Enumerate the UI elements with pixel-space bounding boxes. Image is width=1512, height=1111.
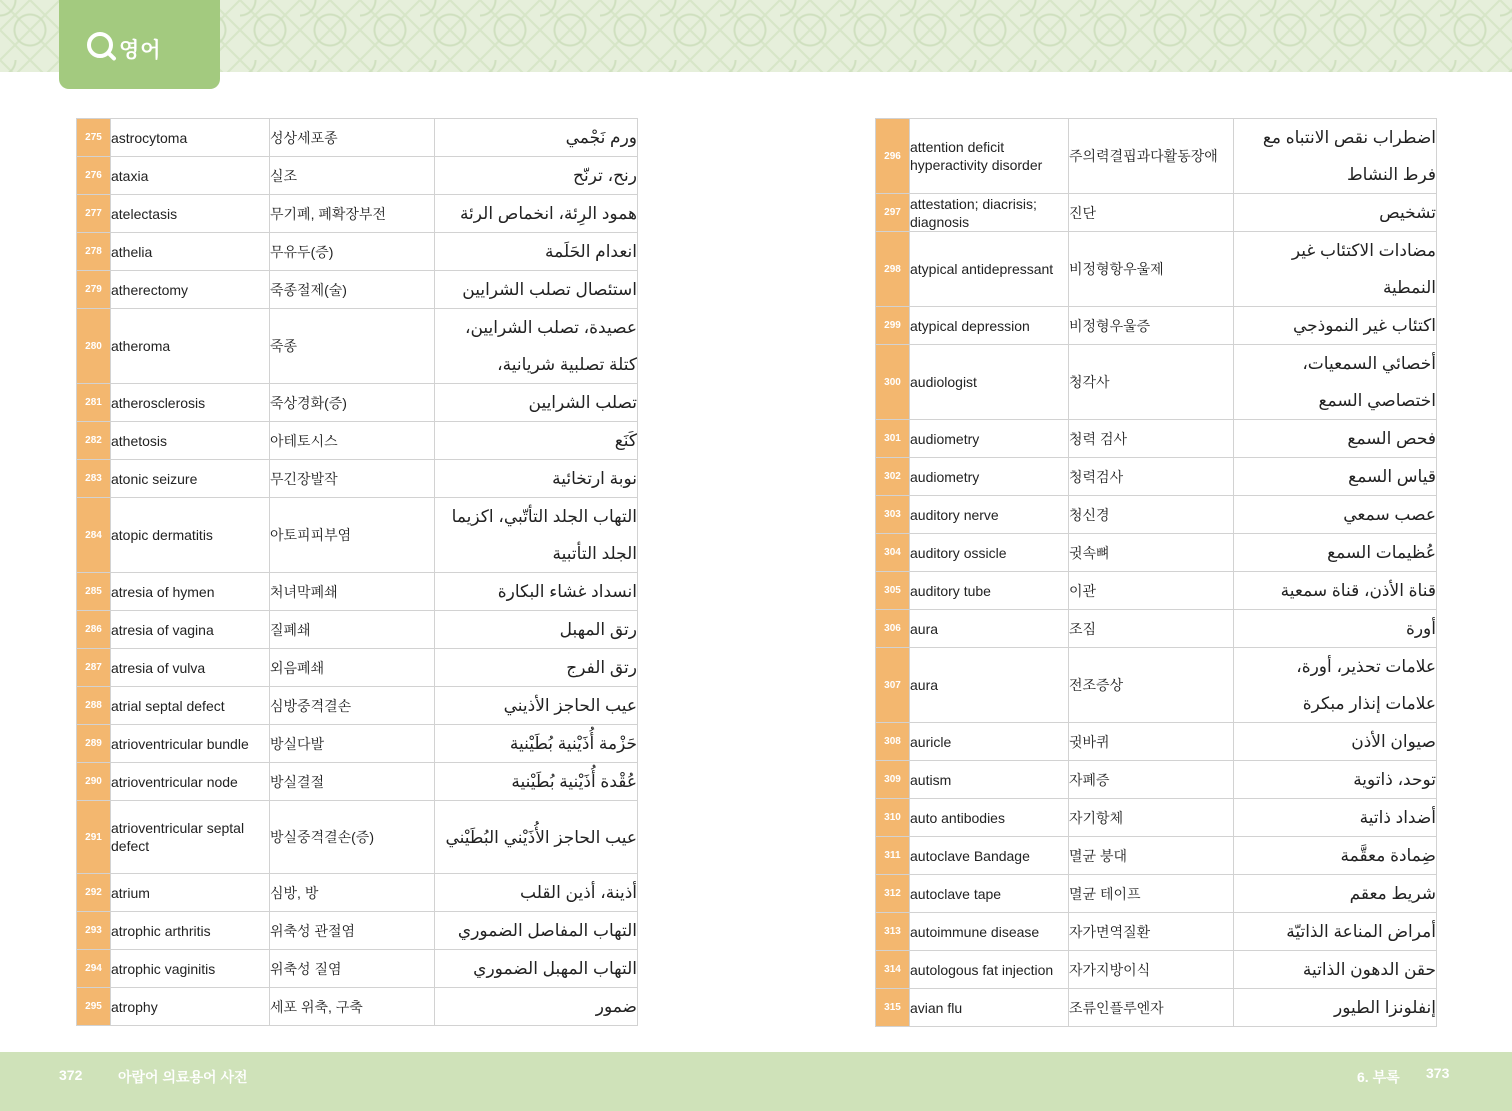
table-row	[77, 157, 638, 195]
arabic-term-line: الجلد التأتبية	[552, 544, 637, 563]
table-row	[876, 420, 1437, 458]
english-term: atypical antidepressant	[910, 232, 1069, 307]
korean-term: 자가지방이식	[1069, 951, 1234, 989]
arabic-term-line: النمطية	[1382, 278, 1436, 297]
korean-term: 비정형우울증	[1069, 307, 1234, 345]
entry-number: 275	[77, 119, 111, 157]
table-row	[77, 912, 638, 950]
entry-number: 296	[876, 119, 910, 194]
entry-number: 301	[876, 420, 910, 458]
table-row	[876, 610, 1437, 648]
arabic-term	[435, 611, 638, 649]
table-row	[876, 989, 1437, 1027]
arabic-term-line: كَنَع	[614, 431, 637, 450]
arabic-term-line: أذينة، أذين القلب	[520, 883, 637, 902]
english-term: ataxia	[111, 157, 270, 195]
entry-number: 307	[876, 648, 910, 723]
arabic-term-line: اضطراب نقص الانتباه مع	[1262, 128, 1436, 147]
table-row	[77, 611, 638, 649]
table-row	[77, 801, 638, 874]
arabic-term-line: اختصاصي السمع	[1318, 391, 1436, 410]
entry-number: 294	[77, 950, 111, 988]
arabic-term	[1234, 837, 1437, 875]
arabic-term	[1234, 194, 1437, 232]
entry-number: 302	[876, 458, 910, 496]
arabic-term-line: نوبة ارتخائية	[552, 469, 637, 488]
arabic-term	[435, 649, 638, 687]
entry-number: 290	[77, 763, 111, 801]
entry-number: 314	[876, 951, 910, 989]
english-term: atypical depression	[910, 307, 1069, 345]
english-term: atrioventricular node	[111, 763, 270, 801]
entry-number: 279	[77, 271, 111, 309]
arabic-term	[435, 271, 638, 309]
arabic-term	[1234, 761, 1437, 799]
english-term: atelectasis	[111, 195, 270, 233]
arabic-term	[1234, 572, 1437, 610]
entry-number: 286	[77, 611, 111, 649]
table-row	[77, 573, 638, 611]
entry-number: 313	[876, 913, 910, 951]
arabic-term	[1234, 458, 1437, 496]
arabic-term-line: أضداد ذاتية	[1359, 808, 1436, 827]
entry-number: 300	[876, 345, 910, 420]
arabic-term-line: علامات تحذير، أورة،	[1296, 657, 1436, 676]
arabic-term	[1234, 648, 1437, 723]
korean-term: 전조증상	[1069, 648, 1234, 723]
english-term: atopic dermatitis	[111, 498, 270, 573]
table-row	[876, 761, 1437, 799]
korean-term: 멸균 붕대	[1069, 837, 1234, 875]
korean-term: 진단	[1069, 194, 1234, 232]
table-row	[876, 496, 1437, 534]
arabic-term-line: أخصائي السمعيات،	[1302, 354, 1436, 373]
entry-number: 298	[876, 232, 910, 307]
english-term: autoimmune disease	[910, 913, 1069, 951]
entry-number: 315	[876, 989, 910, 1027]
korean-term: 비정형항우울제	[1069, 232, 1234, 307]
arabic-term-line: ضِمادة معقَّمة	[1340, 846, 1436, 865]
arabic-term	[435, 498, 638, 573]
arabic-term-line: عيب الحاجز الأُذَيْني البُطَيْني	[445, 827, 637, 847]
korean-term: 아토피피부염	[270, 498, 435, 573]
english-term: atrioventricular bundle	[111, 725, 270, 763]
right-page-number: 373	[1426, 1065, 1450, 1081]
table-row	[876, 119, 1437, 194]
english-term: auditory tube	[910, 572, 1069, 610]
korean-term: 이관	[1069, 572, 1234, 610]
korean-term: 조짐	[1069, 610, 1234, 648]
english-term: avian flu	[910, 989, 1069, 1027]
english-term: atrophic vaginitis	[111, 950, 270, 988]
entry-number: 285	[77, 573, 111, 611]
arabic-term-line: تشخيص	[1379, 203, 1436, 222]
table-row	[77, 687, 638, 725]
korean-term: 청신경	[1069, 496, 1234, 534]
entry-number: 278	[77, 233, 111, 271]
table-row	[77, 422, 638, 460]
arabic-term	[1234, 534, 1437, 572]
table-row	[876, 648, 1437, 723]
korean-term: 위축성 관절염	[270, 912, 435, 950]
arabic-term-line: أورة	[1405, 619, 1436, 638]
english-term: autism	[910, 761, 1069, 799]
korean-term: 청력 검사	[1069, 420, 1234, 458]
arabic-term-line: عيب الحاجز الأذيني	[503, 696, 637, 715]
arabic-term	[1234, 307, 1437, 345]
english-term: audiologist	[910, 345, 1069, 420]
english-term: atonic seizure	[111, 460, 270, 498]
arabic-term-line: إنفلونزا الطيور	[1334, 998, 1436, 1017]
arabic-term-line: كتلة تصلبية شريانية،	[497, 355, 637, 374]
arabic-term	[435, 687, 638, 725]
korean-term: 위축성 질염	[270, 950, 435, 988]
entry-number: 287	[77, 649, 111, 687]
arabic-term	[1234, 799, 1437, 837]
arabic-term	[435, 233, 638, 271]
entry-number: 310	[876, 799, 910, 837]
korean-term: 죽종	[270, 309, 435, 384]
table-row	[876, 951, 1437, 989]
section-tab-label: 영어	[119, 38, 162, 62]
english-term: atherectomy	[111, 271, 270, 309]
korean-term: 조류인플루엔자	[1069, 989, 1234, 1027]
arabic-term-line: شريط معقم	[1349, 884, 1436, 903]
english-term: auditory ossicle	[910, 534, 1069, 572]
korean-term: 멸균 테이프	[1069, 875, 1234, 913]
korean-term: 외음폐쇄	[270, 649, 435, 687]
arabic-term-line: التهاب المفاصل الضموري	[457, 921, 637, 940]
arabic-term	[1234, 232, 1437, 307]
arabic-term-line: مضادات الاكتئاب غير	[1291, 241, 1436, 260]
korean-term: 방실다발	[270, 725, 435, 763]
arabic-term	[1234, 723, 1437, 761]
korean-term: 죽종절제(술)	[270, 271, 435, 309]
arabic-term-line: علامات إنذار مبكرة	[1302, 694, 1436, 713]
entry-number: 291	[77, 801, 111, 874]
korean-term: 방실중격결손(증)	[270, 801, 435, 874]
table-row	[876, 837, 1437, 875]
entry-number: 309	[876, 761, 910, 799]
korean-term: 죽상경화(증)	[270, 384, 435, 422]
arabic-term	[435, 422, 638, 460]
table-row	[77, 119, 638, 157]
english-term: atrophy	[111, 988, 270, 1026]
arabic-term	[435, 988, 638, 1026]
table-row	[77, 460, 638, 498]
english-term: attention deficit hyperactivity disorder	[910, 119, 1069, 194]
table-row	[876, 572, 1437, 610]
english-term: atrophic arthritis	[111, 912, 270, 950]
arabic-term	[435, 573, 638, 611]
entry-number: 295	[77, 988, 111, 1026]
korean-term: 청력검사	[1069, 458, 1234, 496]
table-row	[876, 799, 1437, 837]
arabic-term	[1234, 913, 1437, 951]
table-row	[77, 271, 638, 309]
english-term: atresia of vagina	[111, 611, 270, 649]
arabic-term-line: أمراض المناعة الذاتيّة	[1286, 922, 1436, 941]
arabic-term-line: فحص السمع	[1347, 429, 1436, 448]
korean-term: 아테토시스	[270, 422, 435, 460]
table-row	[876, 194, 1437, 232]
arabic-term-line: همود الرِئة، انخماص الرئة	[459, 204, 637, 223]
table-row	[876, 913, 1437, 951]
arabic-term	[435, 912, 638, 950]
arabic-term	[1234, 420, 1437, 458]
section-tab	[59, 0, 220, 89]
entry-number: 277	[77, 195, 111, 233]
table-row	[77, 498, 638, 573]
entry-number: 276	[77, 157, 111, 195]
entry-number: 284	[77, 498, 111, 573]
table-row	[77, 988, 638, 1026]
arabic-term	[435, 119, 638, 157]
page-footer	[0, 1052, 1512, 1111]
english-term: audiometry	[910, 458, 1069, 496]
table-row	[77, 725, 638, 763]
arabic-term-line: رتق المهبل	[559, 620, 637, 639]
korean-term: 실조	[270, 157, 435, 195]
table-row	[77, 874, 638, 912]
arabic-term-line: رنح، ترنّح	[573, 166, 637, 185]
arabic-term	[435, 763, 638, 801]
english-term: athetosis	[111, 422, 270, 460]
arabic-term-line: عُظيمات السمع	[1327, 543, 1436, 562]
arabic-term-line: رتق الفرج	[566, 658, 637, 677]
korean-term: 자가면역질환	[1069, 913, 1234, 951]
english-term: aura	[910, 648, 1069, 723]
table-row	[876, 875, 1437, 913]
table-row	[876, 232, 1437, 307]
english-term: atheroma	[111, 309, 270, 384]
arabic-term-line: ضمور	[595, 997, 637, 1016]
korean-term: 무긴장발작	[270, 460, 435, 498]
entry-number: 283	[77, 460, 111, 498]
korean-term: 무유두(증)	[270, 233, 435, 271]
arabic-term-line: حقن الدهون الذاتية	[1302, 960, 1436, 979]
table-row	[876, 307, 1437, 345]
table-row	[876, 458, 1437, 496]
english-term: astrocytoma	[111, 119, 270, 157]
arabic-term	[435, 157, 638, 195]
entry-number: 303	[876, 496, 910, 534]
arabic-term	[1234, 345, 1437, 420]
arabic-term-line: التهاب الجلد التأتّبي، اكزيما	[451, 507, 637, 526]
korean-term: 방실결절	[270, 763, 435, 801]
korean-term: 성상세포종	[270, 119, 435, 157]
english-term: auricle	[910, 723, 1069, 761]
korean-term: 주의력결핍과다활동장애	[1069, 119, 1234, 194]
arabic-term-line: التهاب المهبل الضموري	[473, 959, 637, 978]
english-term: aura	[910, 610, 1069, 648]
korean-term: 세포 위축, 구축	[270, 988, 435, 1026]
left-glossary-table	[76, 118, 638, 1026]
arabic-term-line: حَزْمة أُذَيْنية بُطَيْنية	[509, 734, 637, 753]
arabic-term-line: فرط النشاط	[1346, 165, 1436, 184]
arabic-term-line: تصلب الشرايين	[528, 393, 637, 412]
entry-number: 289	[77, 725, 111, 763]
korean-term: 귓바퀴	[1069, 723, 1234, 761]
korean-term: 청각사	[1069, 345, 1234, 420]
arabic-term	[1234, 610, 1437, 648]
right-glossary-table	[875, 118, 1437, 1027]
entry-number: 312	[876, 875, 910, 913]
english-term: autoclave Bandage	[910, 837, 1069, 875]
arabic-term	[1234, 119, 1437, 194]
table-row	[876, 534, 1437, 572]
entry-number: 305	[876, 572, 910, 610]
arabic-term	[1234, 989, 1437, 1027]
table-row	[77, 649, 638, 687]
arabic-term	[435, 950, 638, 988]
korean-term: 귓속뼈	[1069, 534, 1234, 572]
entry-number: 292	[77, 874, 111, 912]
table-row	[77, 763, 638, 801]
english-term: attestation; diacrisis; diagnosis	[910, 194, 1069, 232]
arabic-term	[435, 874, 638, 912]
arabic-term	[1234, 951, 1437, 989]
left-book-title: 아랍어 의료용어 사전	[118, 1069, 248, 1085]
arabic-term-line: عُقْدة أُذَيْنية بُطَيْنية	[511, 772, 637, 791]
entry-number: 282	[77, 422, 111, 460]
english-term: atrial septal defect	[111, 687, 270, 725]
arabic-term-line: عصيدة، تصلب الشرايين،	[464, 318, 637, 337]
english-term: atherosclerosis	[111, 384, 270, 422]
entry-number: 311	[876, 837, 910, 875]
table-row	[77, 309, 638, 384]
arabic-term	[1234, 875, 1437, 913]
entry-number: 293	[77, 912, 111, 950]
arabic-term-line: قناة الأذن، قناة سمعية	[1280, 581, 1436, 600]
left-page-number: 372	[59, 1067, 83, 1083]
korean-term: 질폐쇄	[270, 611, 435, 649]
right-section-title: 6. 부록	[1357, 1069, 1400, 1085]
arabic-term-line: قياس السمع	[1348, 467, 1436, 486]
korean-term: 자폐증	[1069, 761, 1234, 799]
arabic-term-line: عصب سمعي	[1343, 505, 1436, 524]
entry-number: 308	[876, 723, 910, 761]
arabic-term	[435, 309, 638, 384]
entry-number: 304	[876, 534, 910, 572]
english-term: atrioventricular septal defect	[111, 801, 270, 874]
arabic-term	[435, 460, 638, 498]
english-term: atrium	[111, 874, 270, 912]
entry-number: 281	[77, 384, 111, 422]
english-term: audiometry	[910, 420, 1069, 458]
table-row	[876, 345, 1437, 420]
arabic-term	[435, 195, 638, 233]
arabic-term-line: توحد، ذاتوية	[1353, 770, 1436, 789]
english-term: auto antibodies	[910, 799, 1069, 837]
entry-number: 299	[876, 307, 910, 345]
entry-number: 288	[77, 687, 111, 725]
korean-term: 무기폐, 폐확장부전	[270, 195, 435, 233]
arabic-term	[435, 801, 638, 874]
korean-term: 처녀막폐쇄	[270, 573, 435, 611]
arabic-term-line: اكتئاب غير النموذجي	[1293, 316, 1436, 335]
search-icon	[85, 30, 119, 64]
korean-term: 심방중격결손	[270, 687, 435, 725]
entry-number: 280	[77, 309, 111, 384]
english-term: atresia of hymen	[111, 573, 270, 611]
english-term: autologous fat injection	[910, 951, 1069, 989]
arabic-term	[435, 384, 638, 422]
table-row	[77, 384, 638, 422]
english-term: auditory nerve	[910, 496, 1069, 534]
english-term: autoclave tape	[910, 875, 1069, 913]
table-row	[77, 233, 638, 271]
korean-term: 심방, 방	[270, 874, 435, 912]
arabic-term-line: انسداد غشاء البكارة	[497, 582, 637, 601]
korean-term: 자기항체	[1069, 799, 1234, 837]
table-row	[77, 195, 638, 233]
arabic-term-line: ورم نَجْمي	[565, 128, 637, 147]
entry-number: 297	[876, 194, 910, 232]
arabic-term	[435, 725, 638, 763]
arabic-term	[1234, 496, 1437, 534]
header-pattern	[0, 0, 1512, 72]
english-term: athelia	[111, 233, 270, 271]
arabic-term-line: انعدام الحَلَمة	[545, 242, 637, 261]
arabic-term-line: صيوان الأذن	[1351, 732, 1436, 751]
arabic-term-line: استئصال تصلب الشرايين	[462, 280, 637, 299]
entry-number: 306	[876, 610, 910, 648]
english-term: atresia of vulva	[111, 649, 270, 687]
table-row	[77, 950, 638, 988]
table-row	[876, 723, 1437, 761]
